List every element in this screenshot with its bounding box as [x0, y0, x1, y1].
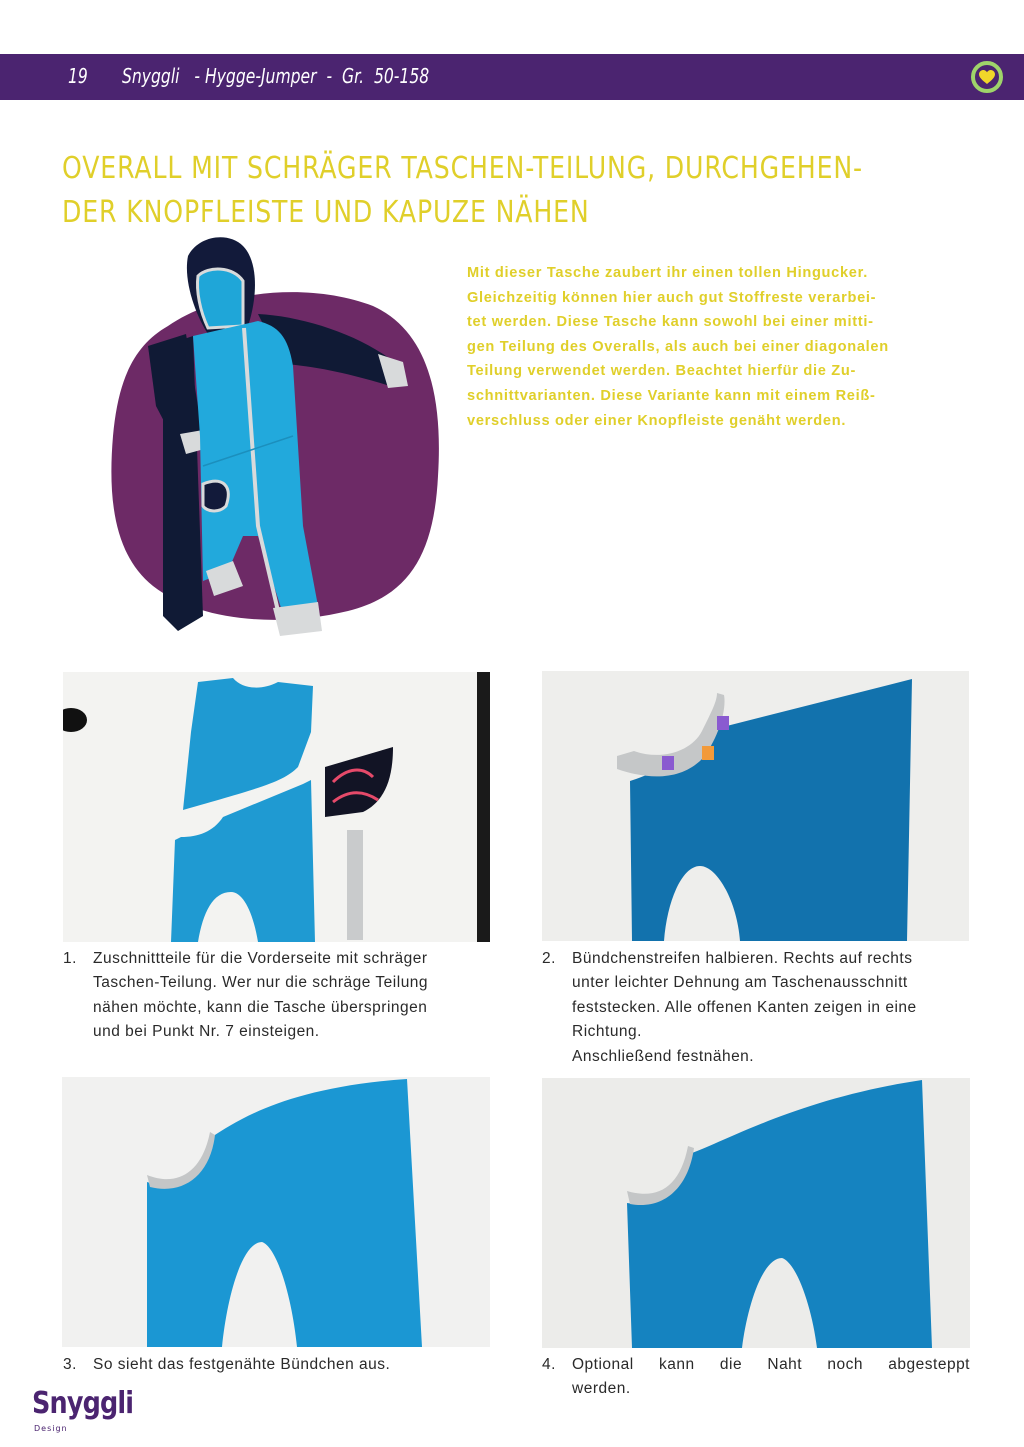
logo-wordmark: Snyggli — [32, 1386, 134, 1421]
caption-line: Richtung. — [572, 1023, 642, 1041]
step-number: 2. — [542, 950, 556, 967]
step-3-caption — [63, 1353, 491, 1377]
caption-line: und bei Punkt Nr. 7 einsteigen. — [93, 1023, 320, 1041]
page-title — [62, 147, 952, 235]
logo-subtitle: Design — [34, 1424, 68, 1433]
caption-line: Optional kann die Naht noch abgesteppt — [572, 1356, 970, 1373]
caption-line: Bündchenstreifen halbieren. Rechts auf rechts — [572, 950, 913, 967]
step-number: 3. — [63, 1356, 77, 1373]
step-text — [572, 1353, 970, 1402]
step-4-photo — [542, 1078, 970, 1348]
intro-line: Mit dieser Tasche zaubert ihr einen tollen Hingucker. — [467, 265, 868, 281]
step-1-photo — [63, 672, 490, 942]
intro-line: schnittvarianten. Diese Variante kann mit einem Reiß- — [467, 387, 876, 404]
page-number: 19 — [68, 64, 88, 88]
caption-line: werden. — [572, 1380, 631, 1398]
step-3-photo — [62, 1077, 490, 1347]
header-title: Snyggli - Hygge-Jumper - Gr. 50-158 — [122, 64, 430, 88]
snyggli-logo — [32, 1386, 142, 1442]
step-text — [93, 947, 491, 1045]
step-1-caption — [63, 947, 491, 1045]
caption-line: Taschen-Teilung. Wer nur die schräge Teilung — [93, 974, 429, 992]
intro-line: gen Teilung des Overalls, als auch bei einer diagonalen — [467, 338, 889, 355]
step-2-caption — [542, 947, 970, 1069]
caption-line: feststecken. Alle offenen Kanten zeigen in eine — [572, 998, 917, 1016]
intro-line: verschluss oder einer Knopfleiste genäht werden. — [467, 412, 847, 429]
step-2-photo — [542, 671, 969, 941]
step-4-caption — [542, 1353, 970, 1402]
step-number: 4. — [542, 1356, 556, 1373]
header-bar — [0, 54, 1024, 100]
hero-image — [108, 236, 448, 656]
caption-line: unter leichter Dehnung am Taschenausschnitt — [572, 974, 908, 992]
intro-line: Gleichzeitig können hier auch gut Stoffreste verarbei- — [467, 289, 877, 306]
caption-line: Anschließend festnähen. — [572, 1047, 755, 1065]
step-text — [93, 1353, 491, 1377]
page-title-line-2: DER KNOPFLEISTE UND KAPUZE NÄHEN — [62, 195, 590, 230]
caption-line: So sieht das festgenähte Bündchen aus. — [93, 1356, 391, 1373]
intro-line: tet werden. Diese Tasche kann sowohl bei einer mitti- — [467, 314, 874, 331]
intro-line: Teilung verwendet werden. Beachtet hierfür die Zu- — [467, 363, 857, 380]
caption-line: nähen möchte, kann die Tasche überspringen — [93, 998, 428, 1016]
page-title-line-1: OVERALL MIT SCHRÄGER TASCHEN-TEILUNG, DURCHGEHEN- — [62, 151, 863, 186]
step-text — [572, 947, 970, 1069]
step-number: 1. — [63, 950, 77, 967]
heart-icon — [979, 70, 995, 85]
caption-line: Zuschnittteile für die Vorderseite mit schräger — [93, 950, 428, 967]
intro-paragraph — [467, 261, 967, 433]
heart-badge — [971, 61, 1003, 93]
